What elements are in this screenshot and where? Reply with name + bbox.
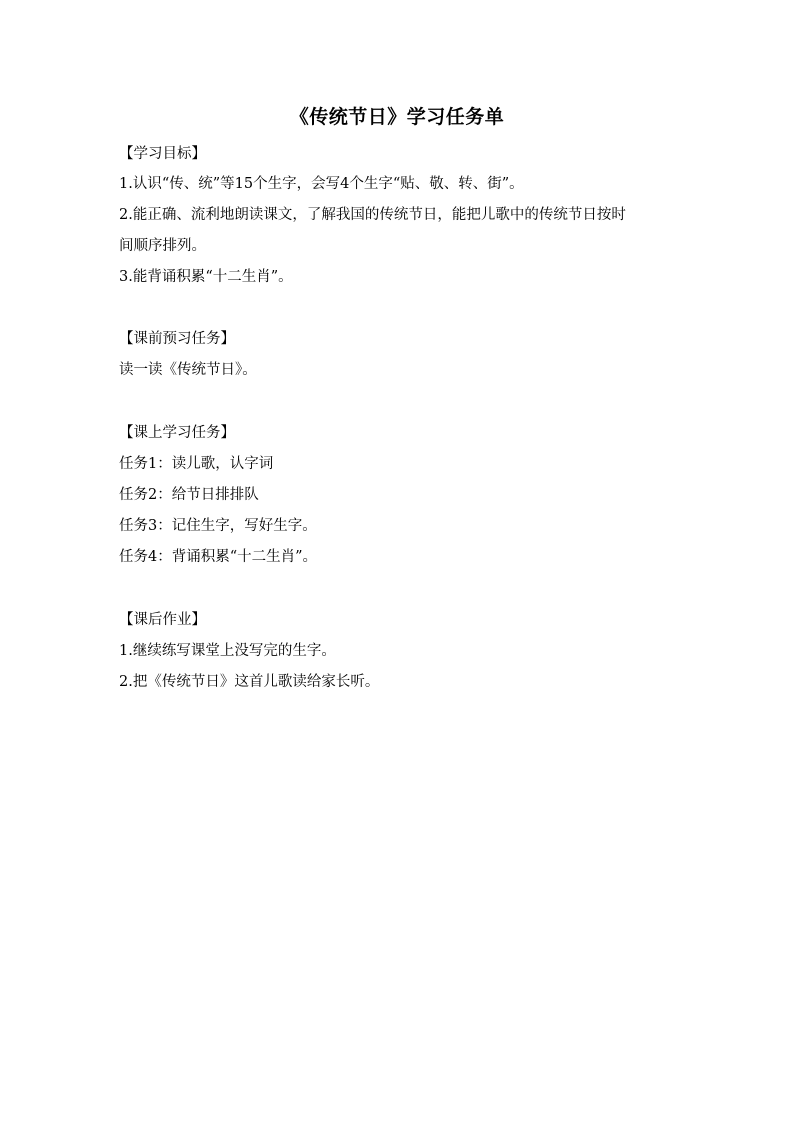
inclass-item-2: 任务2：给节日排排队 (119, 487, 259, 503)
inclass-item-4: 任务4：背诵积累“十二生肖”。 (119, 549, 318, 565)
preview-item-1: 读一读《传统节日》。 (119, 362, 257, 378)
homework-item-2: 2.把《传统节日》这首儿歌读给家长听。 (119, 674, 380, 690)
section-heading-objectives: 【学习目标】 (119, 146, 206, 162)
objective-item-3: 3.能背诵积累“十二生肖”。 (119, 269, 293, 285)
objective-item-1: 1.认识“传、统”等15个生字，会写4个生字“贴、敬、转、街”。 (119, 176, 524, 192)
inclass-item-3: 任务3：记住生字，写好生字。 (119, 518, 317, 534)
document-title: 《传统节日》学习任务单 (289, 106, 505, 128)
section-heading-preview: 【课前预习任务】 (119, 331, 235, 347)
objective-item-2: 2.能正确、流利地朗读课文，了解我国的传统节日，能把儿歌中的传统节日按时 (119, 207, 626, 223)
homework-item-1: 1.继续练写课堂上没写完的生字。 (119, 643, 336, 659)
inclass-item-1: 任务1：读儿歌，认字词 (119, 456, 274, 472)
objective-item-2-continued: 间顺序排列。 (119, 238, 206, 254)
section-heading-homework: 【课后作业】 (119, 612, 206, 628)
section-heading-inclass: 【课上学习任务】 (119, 425, 235, 441)
